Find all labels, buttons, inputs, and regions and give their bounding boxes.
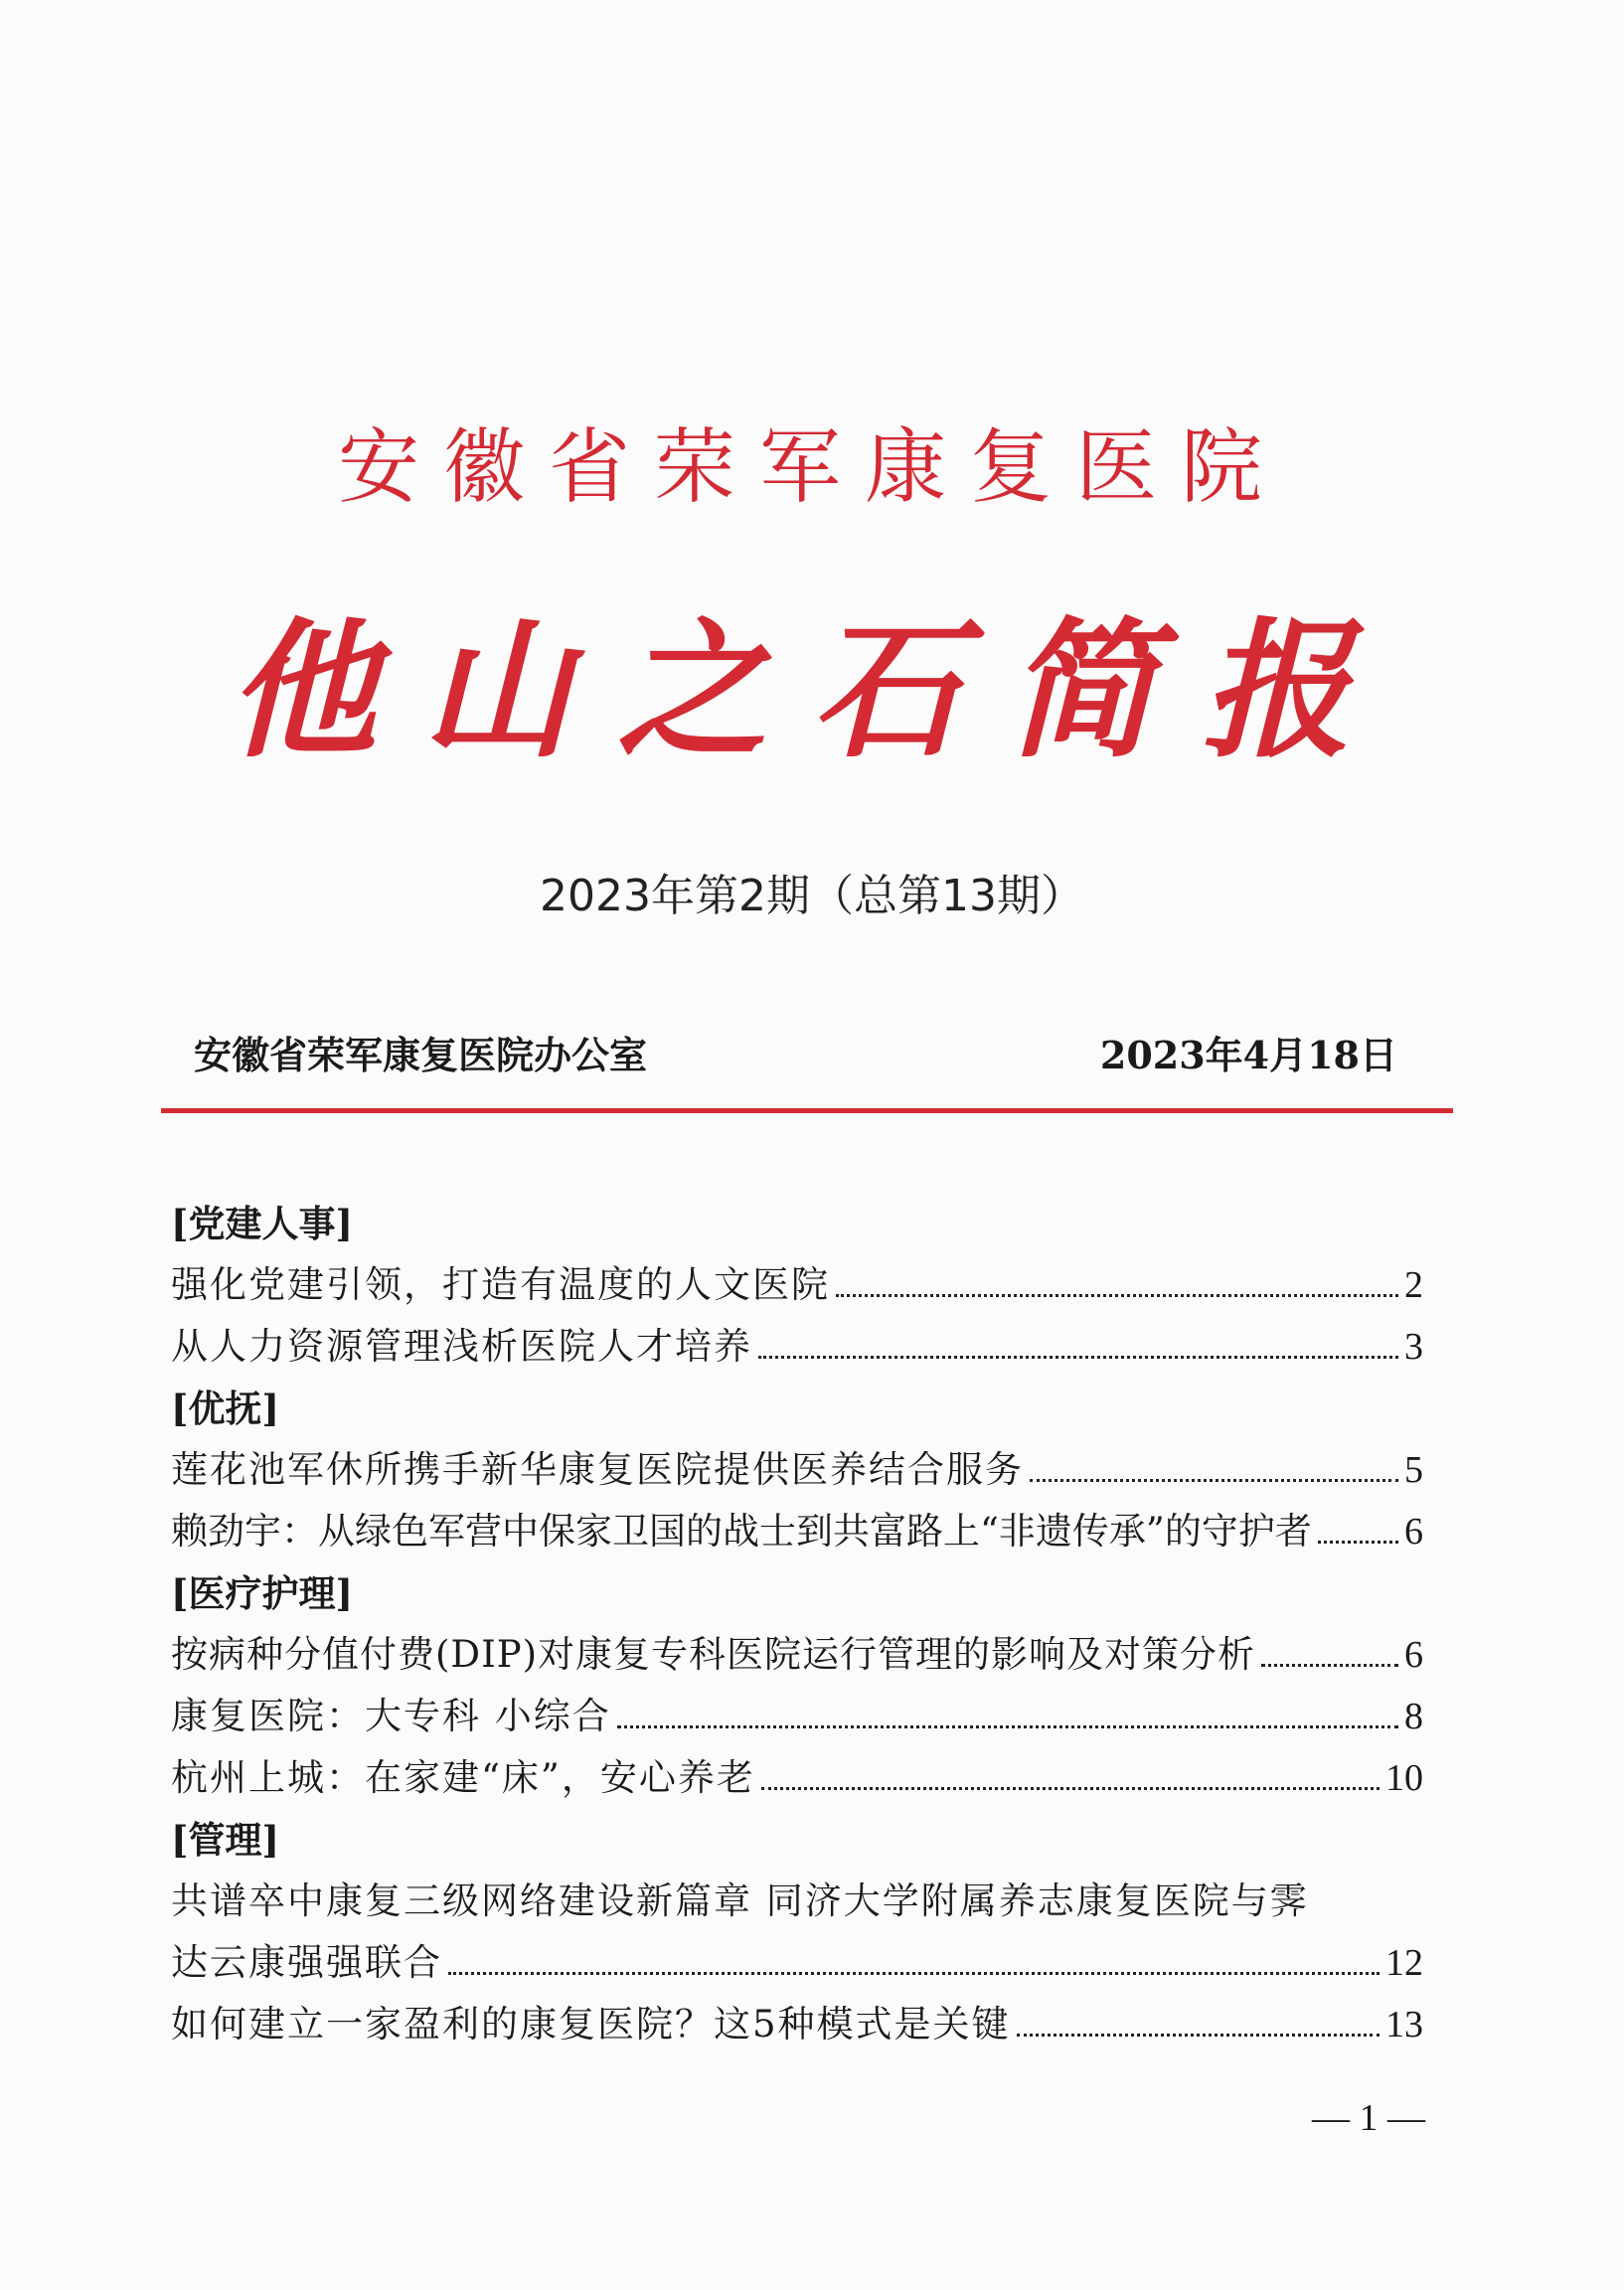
issue-number: 2023年第2期（总第13期） xyxy=(540,871,1084,921)
toc-entry-page: 13 xyxy=(1385,2004,1423,2045)
toc-entry-page: 6 xyxy=(1404,1511,1423,1553)
dot-leader xyxy=(448,1972,1380,1975)
toc-entry[interactable] xyxy=(171,1254,1423,1316)
toc-section-title: [党建人事] xyxy=(171,1202,354,1245)
table-of-contents xyxy=(171,1193,1423,2055)
toc-entry-title: 杭州上城：在家建“床”，安心养老 xyxy=(171,1756,755,1799)
toc-entry-title: 如何建立一家盈利的康复医院？这5种模式是关键 xyxy=(171,2003,1011,2045)
toc-entry-title: 强化党建引领，打造有温度的人文医院 xyxy=(171,1263,830,1306)
toc-entry-title-line1[interactable]: 共谱卒中康复三级网络建设新篇章 同济大学附属养志康复医院与霁 xyxy=(171,1880,1309,1922)
dot-leader xyxy=(1261,1664,1398,1667)
page-number: — 1 — xyxy=(1312,2097,1425,2139)
red-divider xyxy=(161,1108,1453,1113)
toc-section-title: [优抚] xyxy=(171,1387,280,1430)
toc-entry-title: 达云康强强联合 xyxy=(171,1941,442,1984)
toc-entry[interactable] xyxy=(171,1747,1423,1809)
toc-entry-title: 赖劲宇：从绿色军营中保家卫国的战士到共富路上“非遗传承”的守护者 xyxy=(171,1510,1312,1553)
toc-entry-title: 莲花池军休所携手新华康复医院提供医养结合服务 xyxy=(171,1448,1024,1491)
toc-entry[interactable] xyxy=(171,1686,1423,1747)
dot-leader xyxy=(758,1356,1398,1359)
toc-section-title: [管理] xyxy=(171,1818,280,1862)
toc-entry[interactable] xyxy=(171,1994,1423,2055)
dot-leader xyxy=(617,1725,1398,1728)
toc-entry[interactable] xyxy=(171,1316,1423,1378)
toc-entry-page: 8 xyxy=(1404,1696,1423,1737)
toc-entry-page: 6 xyxy=(1404,1634,1423,1676)
toc-entry-title: 从人力资源管理浅析医院人才培养 xyxy=(171,1325,752,1368)
dot-leader xyxy=(836,1294,1398,1297)
toc-entry-title: 按病种分值付费(DIP)对康复专科医院运行管理的影响及对策分析 xyxy=(171,1633,1256,1676)
toc-entry-page: 5 xyxy=(1404,1449,1423,1491)
toc-entry[interactable] xyxy=(171,1439,1423,1501)
toc-entry[interactable] xyxy=(171,1932,1423,1994)
dot-leader xyxy=(1318,1541,1398,1544)
bulletin-title: 他山之石简报 xyxy=(227,603,1396,778)
toc-entry[interactable] xyxy=(171,1501,1423,1562)
toc-entry-title: 康复医院：大专科 小综合 xyxy=(171,1695,611,1737)
dot-leader xyxy=(1030,1479,1398,1482)
publish-date: 2023年4月18日 xyxy=(1099,1033,1397,1077)
dot-leader xyxy=(761,1787,1380,1790)
toc-entry-page: 12 xyxy=(1385,1942,1423,1984)
toc-entry-page: 3 xyxy=(1404,1326,1423,1368)
header-organization: 安徽省荣军康复医院 xyxy=(337,420,1286,515)
toc-entry-page: 10 xyxy=(1385,1757,1423,1799)
dot-leader xyxy=(1017,2034,1380,2037)
toc-entry-page: 2 xyxy=(1404,1264,1423,1306)
toc-section-title: [医疗护理] xyxy=(171,1571,354,1615)
publisher: 安徽省荣军康复医院办公室 xyxy=(194,1033,648,1077)
toc-entry[interactable] xyxy=(171,1624,1423,1686)
